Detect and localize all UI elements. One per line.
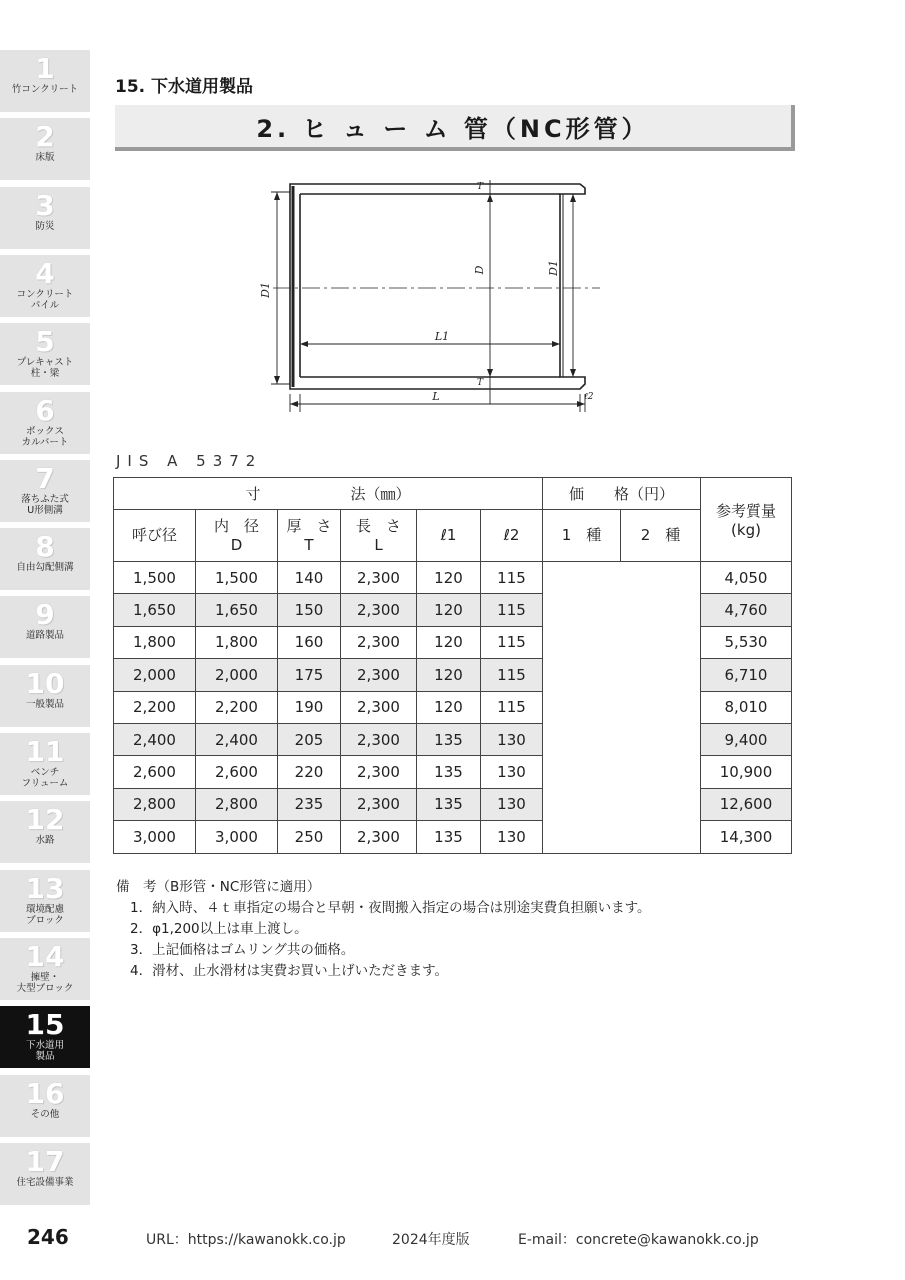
price-blank	[543, 562, 701, 854]
side-tab-label: 下水道用 製品	[25, 1040, 64, 1063]
side-tab-label: 環境配慮 ブロック	[25, 903, 64, 926]
cell-inner: 1,800	[196, 626, 278, 658]
side-tab-12[interactable]	[0, 801, 90, 863]
side-tab-11[interactable]	[0, 733, 90, 795]
cell-thick: 205	[278, 723, 341, 755]
cell-inner: 2,400	[196, 723, 278, 755]
side-tab-label: 水路	[35, 835, 55, 847]
cell-weight: 12,600	[701, 788, 792, 820]
cell-length: 2,300	[341, 788, 417, 820]
side-tab-16[interactable]	[0, 1075, 90, 1137]
note-item: 1．納入時、４ｔ車指定の場合と早朝・夜間搬入指定の場合は別途実費負担願います。	[130, 900, 651, 916]
cell-l1: 135	[417, 723, 481, 755]
side-tab-2[interactable]	[0, 118, 90, 180]
side-tab-label: ベンチ フリューム	[21, 767, 69, 789]
side-tab-number: 2	[35, 120, 55, 154]
side-tab-number: 15	[25, 1008, 65, 1042]
side-tab-number: 1	[35, 52, 55, 85]
cell-inner: 2,200	[196, 691, 278, 723]
cell-length: 2,300	[341, 691, 417, 723]
standard-code: JIS A 5372	[116, 452, 263, 470]
cell-length: 2,300	[341, 659, 417, 691]
side-tab-label: 住宅設備事業	[16, 1176, 74, 1188]
cell-l1: 120	[417, 626, 481, 658]
label-d: D	[473, 265, 486, 275]
header-thick: 厚 さ T	[278, 510, 341, 562]
label-l: L	[432, 390, 440, 403]
side-tab-number: 4	[35, 256, 55, 290]
cell-thick: 150	[278, 594, 341, 626]
side-tab-number: 11	[25, 735, 65, 768]
label-t-top: T	[477, 182, 484, 192]
cell-l2: 115	[481, 659, 543, 691]
side-tab-10[interactable]	[0, 665, 90, 727]
label-l1: L1	[434, 330, 450, 343]
cell-length: 2,300	[341, 821, 417, 853]
cell-l2: 115	[481, 691, 543, 723]
table-row	[114, 562, 792, 594]
side-tab-number: 6	[35, 393, 55, 427]
cell-inner: 2,800	[196, 788, 278, 820]
page-title: 2. ヒ ュ ー ム 管（NC形管）	[115, 105, 795, 151]
cell-l1: 135	[417, 756, 481, 788]
header-type1: 1 種	[543, 510, 621, 562]
header-weight: 参考質量 (kg)	[701, 478, 792, 562]
side-tab-number: 12	[25, 803, 65, 837]
notes-heading: 備 考（B形管・NC形管に適用）	[116, 879, 321, 895]
cell-l1: 135	[417, 821, 481, 853]
side-tab-number: 16	[25, 1076, 65, 1110]
cell-l1: 120	[417, 659, 481, 691]
cell-thick: 140	[278, 562, 341, 594]
cell-l1: 120	[417, 562, 481, 594]
cell-l2: 115	[481, 594, 543, 626]
cell-inner: 2,600	[196, 756, 278, 788]
cell-nominal: 2,200	[114, 691, 196, 723]
side-tab-number: 7	[35, 461, 55, 495]
side-tab-3[interactable]	[0, 187, 90, 249]
cell-weight: 6,710	[701, 659, 792, 691]
header-price: 価 格（円）	[543, 478, 701, 510]
side-tab-label: 竹コンクリート	[11, 84, 79, 95]
page-number: 246	[27, 1225, 69, 1249]
cell-nominal: 2,000	[114, 659, 196, 691]
note-item: 3．上記価格はゴムリング共の価格。	[130, 942, 355, 958]
side-tab-label: 自由勾配側溝	[16, 562, 74, 574]
side-tab-17[interactable]	[0, 1143, 90, 1205]
cell-inner: 1,500	[196, 562, 278, 594]
cell-nominal: 2,800	[114, 788, 196, 820]
side-tab-14[interactable]	[0, 938, 90, 1000]
side-tab-number: 10	[25, 666, 65, 700]
side-tab-number: 3	[35, 188, 55, 222]
note-item: 4．滑材、止水滑材は実費お買い上げいただきます。	[130, 963, 449, 979]
cell-length: 2,300	[341, 723, 417, 755]
cell-thick: 160	[278, 626, 341, 658]
cell-length: 2,300	[341, 756, 417, 788]
side-tab-number: 14	[25, 939, 65, 973]
cell-thick: 250	[278, 821, 341, 853]
cell-weight: 14,300	[701, 821, 792, 853]
cell-inner: 3,000	[196, 821, 278, 853]
cell-l1: 135	[417, 788, 481, 820]
side-tab-label: コンクリート パイル	[16, 288, 74, 311]
side-tab-label: 擁壁・ 大型ブロック	[16, 971, 74, 994]
side-tab-label: 落ちふた式 U形側溝	[21, 493, 69, 516]
header-dimensions: 寸 法（㎜）	[114, 478, 543, 510]
cell-length: 2,300	[341, 626, 417, 658]
side-tab-label: 道路製品	[25, 630, 64, 642]
cell-inner: 2,000	[196, 659, 278, 691]
side-tab-15[interactable]	[0, 1006, 90, 1068]
cell-weight: 8,010	[701, 691, 792, 723]
side-tab-number: 13	[25, 871, 65, 905]
cell-nominal: 1,800	[114, 626, 196, 658]
header-nominal: 呼び径	[114, 510, 196, 562]
cell-nominal: 2,600	[114, 756, 196, 788]
cell-thick: 190	[278, 691, 341, 723]
cell-weight: 5,530	[701, 626, 792, 658]
side-tab-6[interactable]	[0, 392, 90, 454]
cell-inner: 1,650	[196, 594, 278, 626]
label-d1-right: D1	[547, 260, 560, 276]
side-tab-9[interactable]	[0, 596, 90, 658]
side-tab-8[interactable]	[0, 528, 90, 590]
cell-thick: 175	[278, 659, 341, 691]
header-l2: ℓ2	[481, 510, 543, 562]
spec-table	[113, 477, 792, 854]
cell-l2: 130	[481, 788, 543, 820]
side-tab-4[interactable]	[0, 255, 90, 317]
cell-l2: 130	[481, 723, 543, 755]
side-tab-number: 5	[35, 325, 55, 359]
side-tab-13[interactable]	[0, 870, 90, 932]
cell-weight: 9,400	[701, 723, 792, 755]
cell-thick: 220	[278, 756, 341, 788]
cell-weight: 10,900	[701, 756, 792, 788]
side-tab-number: 17	[25, 1144, 65, 1178]
side-tab-label: 床版	[35, 152, 55, 164]
header-type2: 2 種	[621, 510, 701, 562]
side-tab-number: 8	[35, 530, 55, 564]
side-tab-5[interactable]	[0, 323, 90, 385]
section-title: 15. 下水道用製品	[115, 77, 254, 97]
cell-length: 2,300	[341, 594, 417, 626]
header-l1: ℓ1	[417, 510, 481, 562]
footer-edition: 2024年度版	[392, 1232, 470, 1248]
cell-l2: 130	[481, 756, 543, 788]
cell-nominal: 1,500	[114, 562, 196, 594]
side-tab-label: 一般製品	[25, 698, 64, 710]
cell-l2: 130	[481, 821, 543, 853]
side-tab-number: 9	[35, 598, 55, 632]
cell-nominal: 3,000	[114, 821, 196, 853]
cell-l2: 115	[481, 562, 543, 594]
header-length: 長 さ L	[341, 510, 417, 562]
label-d1-left: D1	[259, 282, 272, 298]
cell-nominal: 1,650	[114, 594, 196, 626]
label-t-bottom: T	[477, 378, 484, 388]
cell-length: 2,300	[341, 562, 417, 594]
cell-nominal: 2,400	[114, 723, 196, 755]
side-tab-7[interactable]	[0, 460, 90, 522]
label-l2: ℓ2	[584, 392, 594, 402]
footer-url[interactable]: URL：https://kawanokk.co.jp	[146, 1232, 346, 1248]
cell-weight: 4,050	[701, 562, 792, 594]
cell-thick: 235	[278, 788, 341, 820]
side-tab-label: プレキャスト 柱・梁	[16, 357, 74, 380]
notes	[116, 877, 651, 982]
footer-email[interactable]: E-mail：concrete@kawanokk.co.jp	[518, 1232, 759, 1248]
side-tab-1[interactable]	[0, 50, 90, 112]
side-tab-label: ボックス カルバート	[21, 425, 69, 448]
note-item: 2．φ1,200以上は車上渡し。	[130, 921, 308, 937]
pipe-drawing	[255, 172, 605, 421]
cell-l2: 115	[481, 626, 543, 658]
side-tab-label: その他	[30, 1108, 60, 1120]
header-inner: 内 径 D	[196, 510, 278, 562]
cell-l1: 120	[417, 594, 481, 626]
cell-l1: 120	[417, 691, 481, 723]
side-tab-label: 防災	[35, 220, 55, 232]
cell-weight: 4,760	[701, 594, 792, 626]
